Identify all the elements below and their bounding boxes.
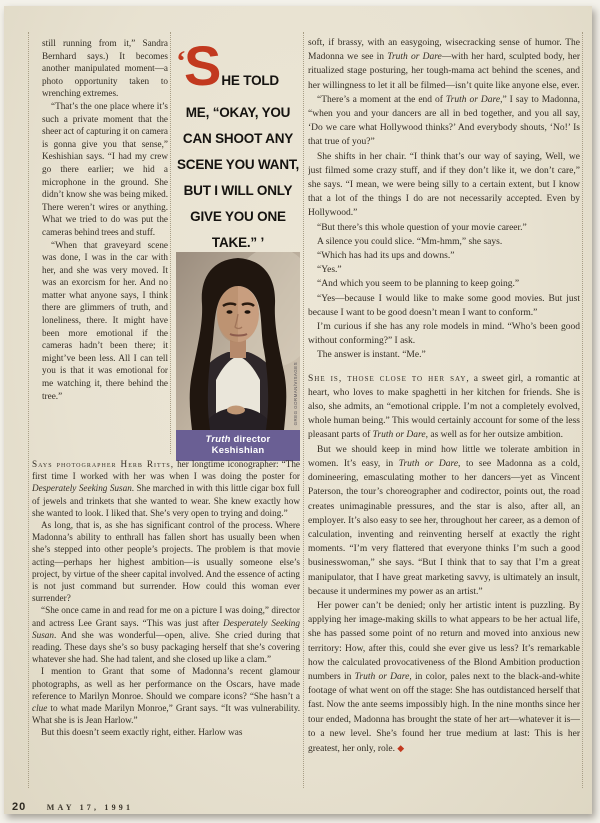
page-number: 20 [12, 801, 27, 813]
pull-quote [176, 34, 300, 250]
pull-quote-line: TAKE.” ’ [211, 235, 265, 250]
article-column-left-wide: Says photographer Herb Ritts, her longtime iconographer: “The first time I worked with her was when I was doing the poster for Desperately Seeking Susan. She marched in with this little cigar box full of jewels and trinkets that she wanted to wear. She knew exactly how she wanted to look. I liked that. She’s very open to trying and doing.” As long, that is, as she has significant control of the process. Where Madonna’s ability to enthrall has fallen short has usually been when she’s stepped into other people’s projects. The problem is that movie acting—perhaps her highest ambition—is usually someone else’s project, by virtue of the sheer capital involved. And the essence of acting is not just command but surrender. How could this woman ever surrender? “She once came in and read for me on a picture I was doing,” director and actress Lee Grant says. “This was just after Desperately Seeking Susan. And she was wonderful—open, alive. She cried during that reading. These days she’s so busy packaging herself that she’s covering whatever she had. She had talent, and she closed up like a clam.” I mention to Grant that some of Madonna’s recent glamour photographs, as well as her performance on the Oscars, have made reference to Marilyn Monroe. Should we compare icons? “She hasn’t a clue to what made Marilyn Monroe,” Grant says. “It was vulnerability. What she is is Jean Harlow.” But this doesn’t seem exactly right, either. Harlow was [32, 459, 300, 738]
open-quote-mark: ‘ [176, 45, 184, 78]
article-column-right: soft, if brassy, with an easygoing, wisecracking sense of humor. The Madonna we see in Truth or Dare—with her hard, sculpted body, her ritualized stage posturing, her tough-mama act behind the scenes, and her willingness to let it all be filmed—isn’t quite like anyone else, ever. “There’s a moment at the end of Truth or Dare,” I say to Madonna, “when you and your dancers are all in bed together, and you all say, ‘Do we care what Hollywood thinks?’ And everybody shouts, ‘No!’ Is that true of you?” She shifts in her chair. “I think that’s our way of saying, Well, we just filmed some crazy stuff, and if they don’t like it, we don’t care,” she says. “I mean, we were being silly to a certain extent, but I know that a lot of the things I do are not necessarily accepted. Even by Hollywood.” “But there’s this whole question of your movie career.” A silence you could slice. “Mm-hmm,” she says. “Which has had its ups and downs.” “Yes.” “And which you seem to be planning to keep going.” “Yes—because I would like to make some good movies. But just because I want to be good doesn’t mean I want to conform.” I’m curious if she has any role models in mind. “Who’s been good without conforming?” I ask. The answer is instant. “Me.” She is, those close to her say, a sweet girl, a romantic at heart, who loves to make spaghetti in her kitchen for friends. She is also, she admits, an “emotional cripple. I’m not a completely evolved, whole human being.” This would certainly account for some of the less pleasant parts of Truth or Dare, as well as for her outsize ambition. But we should keep in mind how little we tolerate ambition in women. It’s easy, in Truth or Dare, to see Madonna as a cold, domineering, emasculating mother to her dancers—yet as Vincent Paterson, the tour’s choreographer and codirector, points out, the road creates unimaginable pressures, and the star is also, after all, an employer. It’s also easy to see her, throughout her career, as a demon of calculation, inventing and reinventing herself at exactly the right moments. “I’m very flattered that everyone thinks I’m such a good businesswoman,” she says. “But I think that to say that I’m a great manipulator, that I have great marketing savvy, is ultimately an insult, because it undermines my power as an artist.” Her power can’t be denied; only her artistic intent is puzzling. By applying her image-making skills to what appears to be her actual life, she has passed some point of no return and moved into anxious new territory: How, after this, could she ever give us less? It’s remarkable how the calculated provocativeness of the Blond Ambition production numbers in Truth or Dare, in color, pales next to the black-and-white footage of what went on off the stage: She has outdistanced herself that fast. Now the ante seems impossibly high. In the nine months since her tour ended, Madonna has brought the state of her art—whatever it is—to a new level. She’s found her true medium at last: This is her greatest, her only, role. ◆ [308, 38, 580, 754]
article-column-narrow: still running from it,” Sandra Bernhard says.) It becomes another manipulated moment—a photo opportunity taken to wrenching extremes. “That’s the one place where it’s such a private moment that the sheer act of capturing it on camera is gonna give you that sense,” Keshishian says. “I had my crew go there earlier; we hid a microphone in the ground. She didn’t know she was being miked. There weren’t wires or anything. What we tried to do was put the cameras behind trees and stuff. “When that graveyard scene was done, I was in the car with her, and she was very moved. It was an exorcism for her. And no matter what anyone says, I think there are glimmers of truth, and loneliness, there. It might have been more emotional if the cameras hadn’t been there; it might’ve been less. All I can tell you is that it was emotional for me watching it, there behind the tree.” [42, 38, 168, 401]
column-rule-left [28, 32, 29, 788]
pull-quote-line: BUT I WILL ONLY [183, 183, 293, 198]
photo-keshishian-portrait [176, 252, 300, 461]
magazine-page [4, 6, 592, 814]
column-rule-narrow [170, 32, 171, 454]
issue-date: MAY 17, 1991 [46, 803, 134, 812]
pull-quote-line: GIVE YOU ONE [190, 209, 286, 224]
pull-quote-line: SCENE YOU WANT, [176, 157, 300, 172]
column-rule-right [582, 32, 583, 788]
drop-cap-initial: S [184, 34, 220, 97]
column-rule-center [303, 32, 304, 788]
photo-caption: Truth director Keshishian [176, 430, 300, 461]
pull-quote-line: CAN SHOOT ANY [182, 131, 294, 146]
portrait-illustration [176, 252, 300, 430]
page-footer [12, 797, 133, 815]
pull-quote-text: HE TOLD [221, 73, 279, 88]
photo-credit: GREG GORMAN/VISAGES [293, 361, 298, 425]
pull-quote-first-line [176, 34, 300, 97]
pull-quote-line: ME, “OKAY, YOU [185, 105, 291, 120]
